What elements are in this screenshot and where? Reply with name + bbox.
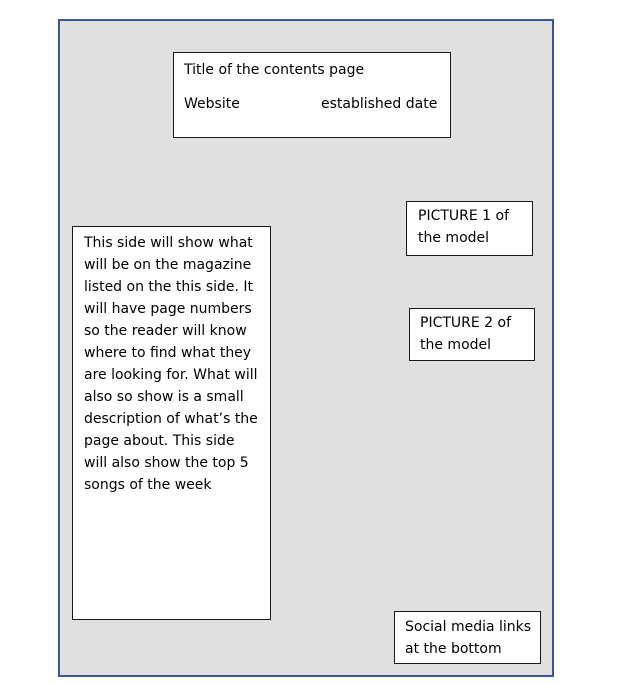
social-links-label: Social media links at the bottom bbox=[405, 619, 532, 657]
website-date-row bbox=[184, 93, 440, 115]
established-date-label: established date bbox=[321, 96, 438, 112]
social-links-box bbox=[394, 611, 541, 664]
picture-1-label: PICTURE 1 of the model bbox=[418, 208, 510, 246]
title-box bbox=[173, 52, 451, 138]
contents-list-box bbox=[72, 226, 271, 620]
picture-2-label: PICTURE 2 of the model bbox=[420, 315, 512, 353]
picture-2-box bbox=[409, 308, 535, 361]
website-label: Website bbox=[184, 96, 240, 112]
contents-description: This side will show what will be on the magazine listed on the this side. It will have page numbers so the reader will know where to find what they are looking for. What will also so show is a small description of what’s the page about. This side will also show the top 5 songs of the week bbox=[84, 235, 258, 493]
picture-1-box bbox=[406, 201, 533, 256]
contents-title: Title of the contents page bbox=[184, 62, 365, 78]
